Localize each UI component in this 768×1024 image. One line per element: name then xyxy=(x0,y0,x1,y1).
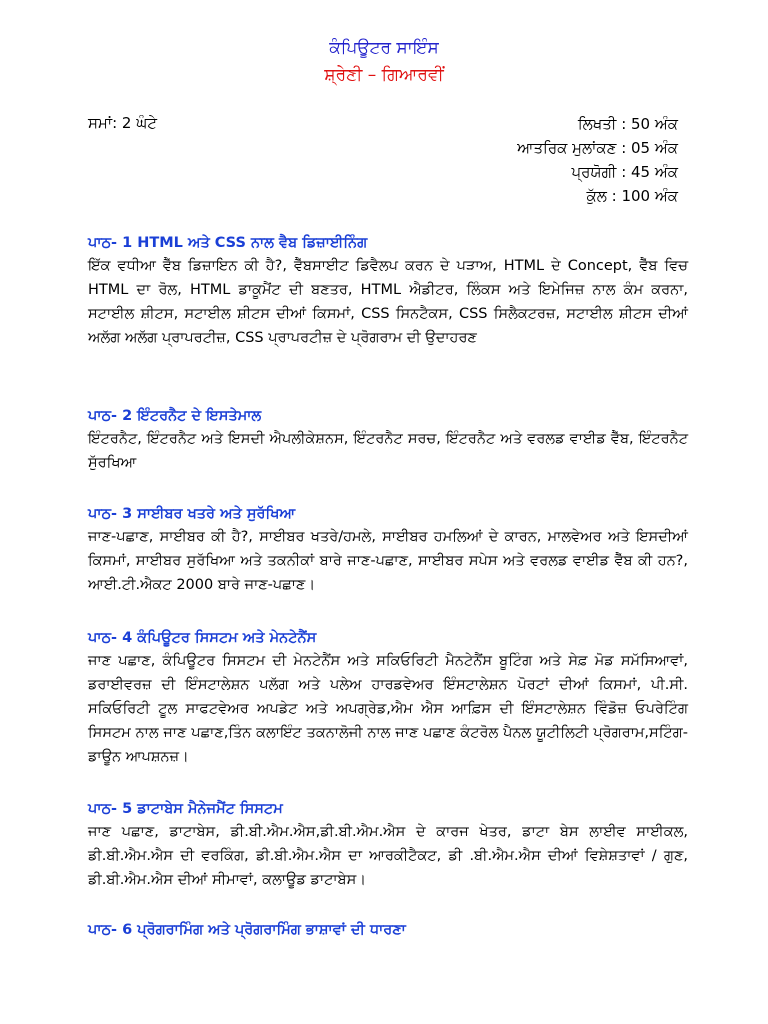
lesson-5 xyxy=(88,798,688,892)
lesson-body: ਜਾਣ ਪਛਾਣ, ਡਾਟਾਬੇਸ, ਡੀ.ਬੀ.ਐਮ.ਐਸ,ਡੀ.ਬੀ.ਐਮ.ਐਸ ਦੇ ਕਾਰਜ ਖੇਤਰ, ਡਾਟਾ ਬੇਸ ਲਾਈਵ ਸਾਈਕਲ, ਡੀ.ਬੀ.ਐਮ.ਐਸ ਦੀ ਵਰਕਿੰਗ, ਡੀ.ਬੀ.ਐਮ.ਐਸ ਦਾ ਆਰਕੀਟੈਕਟ, ਡੀ .ਬੀ.ਐਮ.ਐਸ ਦੀਆਂ ਵਿਸ਼ੇਸ਼ਤਾਵਾਂ / ਗੁਣ, ਡੀ.ਬੀ.ਐਮ.ਐਸ ਦੀਆਂ ਸੀਮਾਵਾਂ, ਕਲਾਊਡ ਡਾਟਾਬੇਸ। xyxy=(88,824,688,888)
lesson-body: ਜਾਣ ਪਛਾਣ, ਕੰਪਿਊਟਰ ਸਿਸਟਮ ਦੀ ਮੇਨਟੇਨੈਂਸ ਅਤੇ ਸਕਿਓਰਿਟੀ ਮੈਨਟੇਨੈਂਸ ਬੂਟਿੰਗ ਅਤੇ ਸੇਫ਼ ਮੋਡ ਸਮੱਸਿਆਵਾਂ, ਡਰਾਈਵਰਜ਼ ਦੀ ਇੰਸਟਾਲੇਸ਼ਨ ਪਲੱਗ ਅਤੇ ਪਲੇਅ ਹਾਰਡਵੇਅਰ ਇੰਸਟਾਲੇਸ਼ਨ ਪੋਰਟਾਂ ਦੀਆਂ ਕਿਸਮਾਂ, ਪੀ.ਸੀ. ਸਕਿਓਰਿਟੀ ਟੂਲ ਸਾਫਟਵੇਅਰ ਅਪਡੇਟ ਅਤੇ ਅਪਗ੍ਰੇਡ,ਐਮ ਐਸ ਆਫ਼ਿਸ ਦੀ ਇੰਸਟਾਲੇਸ਼ਨ ਵਿੰਡੋਜ਼ ਓਪਰੇਟਿੰਗ ਸਿਸਟਮ ਨਾਲ ਜਾਣ ਪਛਾਣ,ਤਿੰਨ ਕਲਾਇੰਟ ਤਕਨਾਲੋਜੀ ਨਾਲ ਜਾਣ ਪਛਾਣ ਕੰਟਰੋਲ ਪੈਨਲ ਯੂਟੀਲਿਟੀ ਪ੍ਰੋਗਰਾਮ,ਸਟਿੰਗ-ਡਾਊਨ ਆਪਸ਼ਨਜ਼। xyxy=(88,653,688,765)
lesson-title: ਪਾਠ- 4 ਕੰਪਿਊਟਰ ਸਿਸਟਮ ਅਤੇ ਮੇਨਟੇਨੈਂਸ xyxy=(88,630,317,646)
class-title: ਸ਼੍ਰੇਣੀ – ਗਿਆਰਵੀਂ xyxy=(324,65,444,85)
marks-total: ਕੁੱਲ : 100 ਅੰਕ xyxy=(586,187,678,205)
subject-title: ਕੰਪਿਊਟਰ ਸਾਇੰਸ xyxy=(329,38,439,58)
marks-block xyxy=(378,112,678,208)
exam-time: ਸਮਾਂ: 2 ਘੰਟੇ xyxy=(88,114,158,132)
lesson-title: ਪਾਠ- 2 ਇੰਟਰਨੈਟ ਦੇ ਇਸਤੇਮਾਲ xyxy=(88,408,262,424)
lesson-1 xyxy=(88,232,688,350)
marks-internal: ਆਤਰਿਕ ਮੁਲਾਂਕਣ : 05 ਅੰਕ xyxy=(517,139,678,157)
lesson-body: ਇੰਟਰਨੈਟ, ਇੰਟਰਨੈਟ ਅਤੇ ਇਸਦੀ ਐਪਲੀਕੇਸ਼ਨਸ, ਇੰਟਰਨੈਟ ਸਰਚ, ਇੰਟਰਨੈਟ ਅਤੇ ਵਰਲਡ ਵਾਈਡ ਵੈੱਬ, ਇੰਟਰਨੈਟ ਸੁੱਰਖਿਆ xyxy=(88,431,688,471)
lesson-title: ਪਾਠ- 6 ਪ੍ਰੋਗਰਾਮਿੰਗ ਅਤੇ ਪ੍ਰੋਗਰਾਮਿੰਗ ਭਾਸ਼ਾਵਾਂ ਦੀ ਧਾਰਣਾ xyxy=(88,922,406,938)
lesson-3 xyxy=(88,503,688,597)
lesson-body: ਇੱਕ ਵਧੀਆ ਵੈੱਬ ਡਿਜ਼ਾਇਨ ਕੀ ਹੈ?, ਵੈੱਬਸਾਈਟ ਡਿਵੈਲਪ ਕਰਨ ਦੇ ਪੜਾਅ, HTML ਦੇ Concept, ਵੈੱਬ ਵਿਚ HTML ਦਾ ਰੋਲ, HTML ਡਾਕੂਮੈਂਟ ਦੀ ਬਣਤਰ, HTML ਐਡੀਟਰ, ਲਿੰਕਸ ਅਤੇ ਇਮੇਜਿਜ਼ ਨਾਲ ਕੰਮ ਕਰਨਾ, ਸਟਾਈਲ ਸ਼ੀਟਸ, ਸਟਾਈਲ ਸ਼ੀਟਸ ਦੀਆਂ ਕਿਸਮਾਂ, CSS ਸਿਨਟੈਕਸ, CSS ਸਿਲੈਕਟਰਜ਼, ਸਟਾਈਲ ਸ਼ੀਟਸ ਦੀਆਂ ਅਲੱਗ ਅਲੱਗ ਪ੍ਰਾਪਰਟੀਜ਼, CSS ਪ੍ਰਾਪਰਟੀਜ਼ ਦੇ ਪ੍ਰੋਗਰਾਮ ਦੀ ਉਦਾਹਰਣ xyxy=(88,258,688,346)
lesson-2 xyxy=(88,405,688,475)
marks-practical: ਪ੍ਰਯੋਗੀ : 45 ਅੰਕ xyxy=(571,163,678,181)
lesson-title: ਪਾਠ- 1 HTML ਅਤੇ CSS ਨਾਲ ਵੈਬ ਡਿਜ਼ਾਈਨਿੰਗ xyxy=(88,235,368,251)
lesson-4 xyxy=(88,627,688,769)
lesson-6 xyxy=(88,919,688,941)
lesson-body: ਜਾਣ-ਪਛਾਣ, ਸਾਈਬਰ ਕੀ ਹੈ?, ਸਾਈਬਰ ਖਤਰੇ/ਹਮਲੇ, ਸਾਈਬਰ ਹਮਲਿਆਂ ਦੇ ਕਾਰਨ, ਮਾਲਵੇਅਰ ਅਤੇ ਇਸਦੀਆਂ ਕਿਸਮਾਂ, ਸਾਈਬਰ ਸੁਰੱਖਿਆ ਅਤੇ ਤਕਨੀਕਾਂ ਬਾਰੇ ਜਾਣ-ਪਛਾਣ, ਸਾਈਬਰ ਸਪੇਸ ਅਤੇ ਵਰਲਡ ਵਾਈਡ ਵੈੱਬ ਕੀ ਹਨ?, ਆਈ.ਟੀ.ਐਕਟ 2000 ਬਾਰੇ ਜਾਣ-ਪਛਾਣ। xyxy=(88,529,688,593)
marks-written: ਲਿਖਤੀ : 50 ਅੰਕ xyxy=(577,115,678,133)
lesson-title: ਪਾਠ- 5 ਡਾਟਾਬੇਸ ਮੈਨੇਜਮੈਂਟ ਸਿਸਟਮ xyxy=(88,801,283,817)
lesson-title: ਪਾਠ- 3 ਸਾਈਬਰ ਖਤਰੇ ਅਤੇ ਸੁਰੱਖਿਆ xyxy=(88,506,296,522)
